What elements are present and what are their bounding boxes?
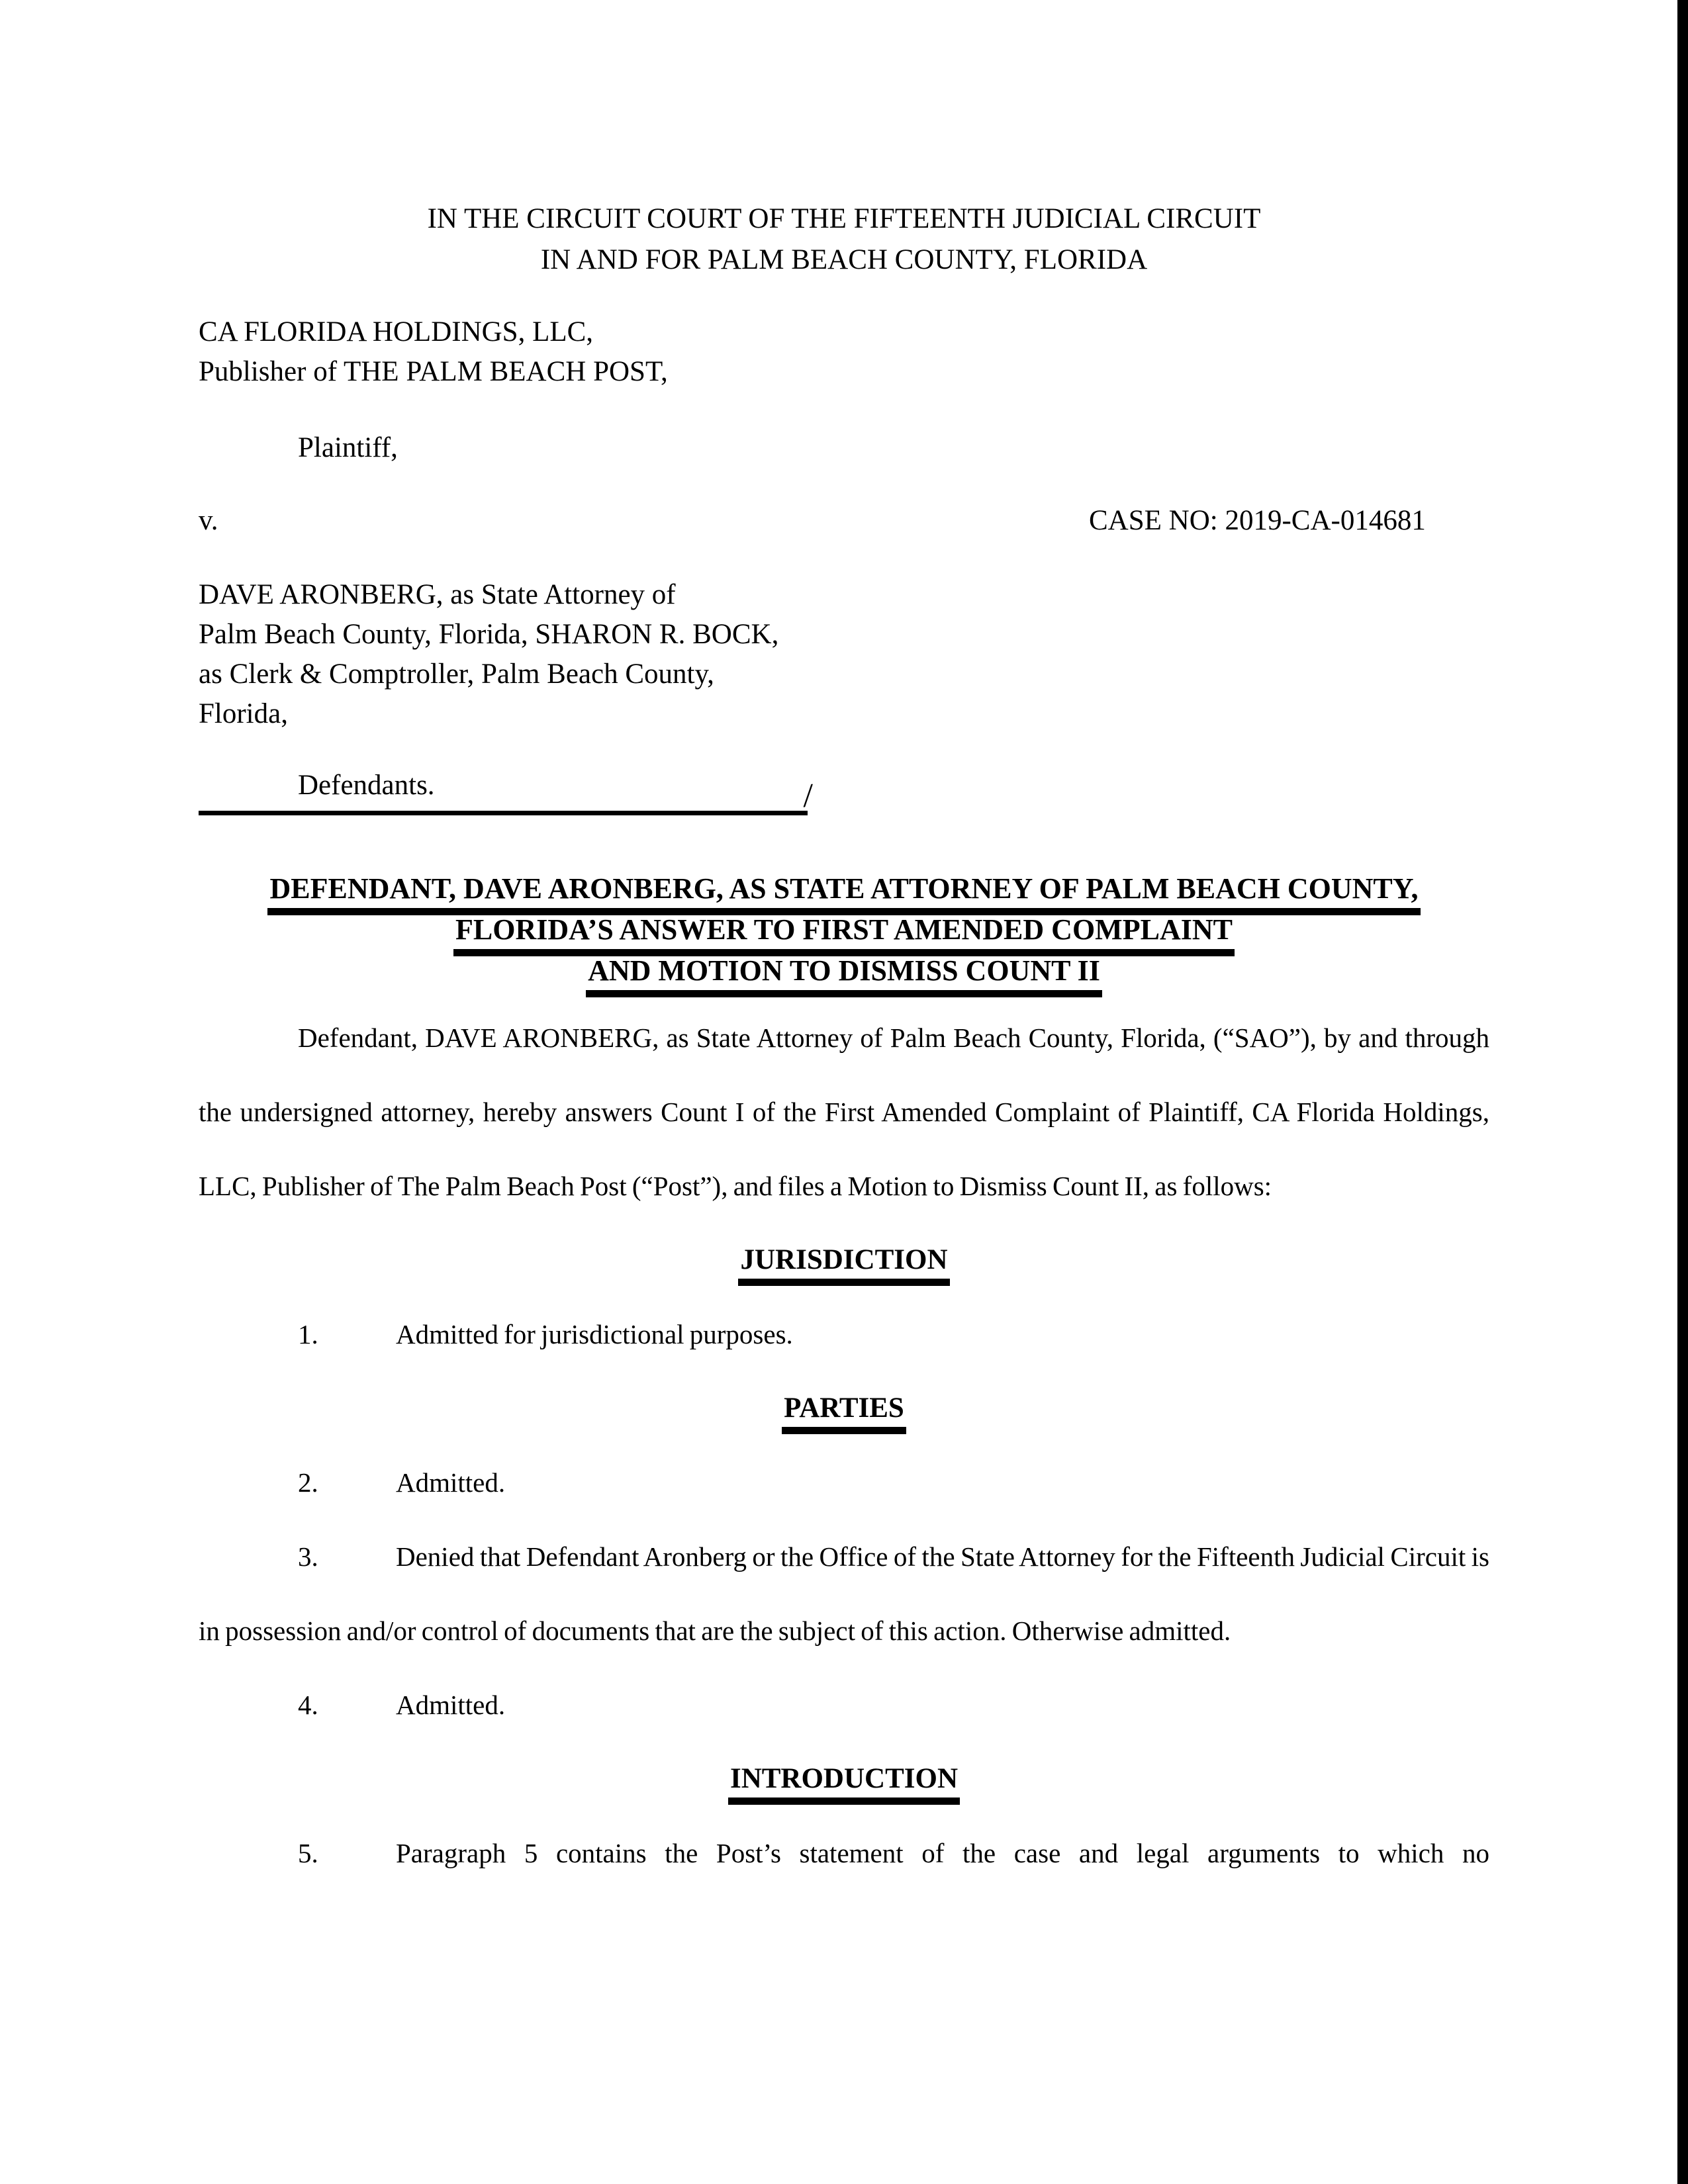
- document-title-line-3: AND MOTION TO DISMISS COUNT II: [199, 950, 1489, 991]
- plaintiff-name-line-1: CA FLORIDA HOLDINGS, LLC,: [199, 316, 594, 347]
- numbered-paragraph-3: [199, 1520, 1489, 1668]
- numbered-paragraph-5: [199, 1816, 1489, 1890]
- paragraph-number: 1.: [298, 1319, 318, 1349]
- intro-paragraph: Defendant, DAVE ARONBERG, as State Attorney of Palm Beach County, Florida, (“SAO”), by and through the undersigned attorney, hereby answers Count I of the First Amended Complaint of Plaintiff, CA Florida Holdings, LLC, Publisher of The Palm Beach Post (“Post”), and files a Motion to Dismiss Count II, as follows:: [199, 1023, 1489, 1201]
- plaintiff-label: Plaintiff,: [298, 432, 398, 463]
- spacer: [199, 281, 1489, 312]
- paragraph-text: Admitted.: [396, 1690, 506, 1720]
- plaintiff-name-line-2: Publisher of THE PALM BEACH POST,: [199, 356, 668, 387]
- spacer: [199, 734, 1489, 766]
- paragraph-text: Paragraph 5 contains the Post’s statement of the case and legal arguments to which no: [396, 1838, 1489, 1868]
- spacer: [199, 392, 1489, 428]
- defendants-label: Defendants.: [298, 770, 435, 801]
- section-heading-introduction: INTRODUCTION: [199, 1742, 1489, 1816]
- paragraph-number: 2.: [298, 1467, 318, 1498]
- paragraph-number: 4.: [298, 1690, 318, 1720]
- numbered-paragraph-4: [199, 1668, 1489, 1742]
- spacer: [199, 468, 1489, 501]
- defendant-name-line-3: as Clerk & Comptroller, Palm Beach County,: [199, 659, 714, 690]
- paragraph-text: Admitted.: [396, 1467, 506, 1498]
- document-title-line-2: FLORIDA’S ANSWER TO FIRST AMENDED COMPLAINT: [199, 909, 1489, 950]
- page-content: [199, 199, 1489, 1890]
- caption-separator-slash: /: [803, 777, 813, 815]
- court-header-line-1: IN THE CIRCUIT COURT OF THE FIFTEENTH JUDICIAL CIRCUIT: [427, 203, 1261, 234]
- paragraph-text: Denied that Defendant Aronberg or the Office of the State Attorney for the Fifteenth Judicial Circuit is in possession and/or control of documents that are the subject of this action. Otherwise admitted.: [199, 1541, 1489, 1646]
- numbered-paragraph-2: [199, 1445, 1489, 1520]
- section-heading-parties: PARTIES: [199, 1371, 1489, 1445]
- spacer: [199, 541, 1489, 575]
- paragraph-number: 5.: [298, 1838, 318, 1868]
- paragraph-number: 3.: [298, 1541, 318, 1572]
- document-title: [199, 868, 1489, 991]
- case-number: CASE NO: 2019-CA-014681: [1089, 505, 1426, 536]
- court-header-line-2: IN AND FOR PALM BEACH COUNTY, FLORIDA: [540, 244, 1148, 275]
- defendant-name-line-1: DAVE ARONBERG, as State Attorney of: [199, 579, 676, 610]
- document-title-line-1: DEFENDANT, DAVE ARONBERG, AS STATE ATTORNEY OF PALM BEACH COUNTY,: [199, 868, 1489, 909]
- defendant-name-line-2: Palm Beach County, Florida, SHARON R. BOCK,: [199, 619, 779, 650]
- numbered-paragraph-1: [199, 1297, 1489, 1371]
- versus-label: v.: [199, 505, 218, 536]
- defendant-name-line-4: Florida,: [199, 698, 288, 729]
- versus-row: [199, 501, 1489, 541]
- scan-artifact-strip: [1677, 0, 1688, 2184]
- section-heading-jurisdiction: JURISDICTION: [199, 1223, 1489, 1297]
- paragraph-text: Admitted for jurisdictional purposes.: [396, 1319, 793, 1349]
